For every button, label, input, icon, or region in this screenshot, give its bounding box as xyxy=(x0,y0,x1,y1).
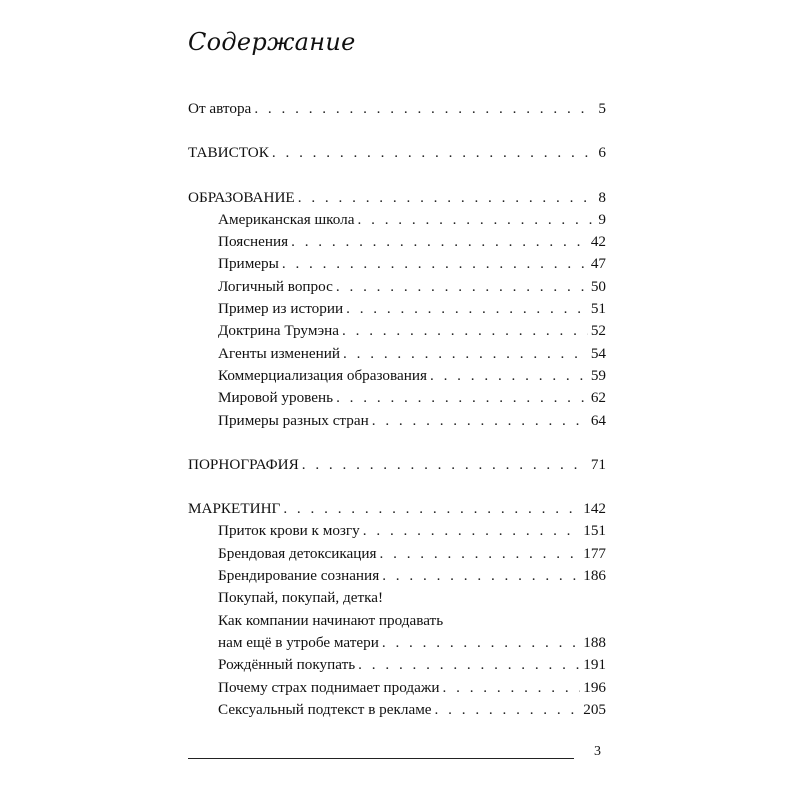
toc-entry-page: 42 xyxy=(590,233,606,251)
toc-entry-label: Почему страх поднимает продажи xyxy=(218,678,440,696)
toc-entry-label: Брендирование сознания xyxy=(218,567,380,585)
toc-subentry xyxy=(188,565,606,587)
toc-entry-page: 8 xyxy=(598,188,606,206)
toc-entry-label: МАРКЕТИНГ xyxy=(188,500,281,518)
toc-entry-page: 6 xyxy=(598,144,606,162)
toc-entry xyxy=(188,187,606,209)
toc-subentry xyxy=(188,253,606,275)
toc-entry xyxy=(188,142,606,164)
toc-entry-label: Коммерциализация образования xyxy=(218,366,427,384)
toc-entry-page: 64 xyxy=(590,411,606,429)
toc-entry-label: Агенты изменений xyxy=(218,344,341,362)
toc-entry-label: ОБРАЗОВАНИЕ xyxy=(188,188,295,206)
toc-subentry xyxy=(188,209,606,231)
toc-entry-label: Примеры xyxy=(218,255,279,273)
toc-subentry xyxy=(188,387,606,409)
dot-leader xyxy=(358,654,580,676)
toc-entry-label: Мировой уровень xyxy=(218,389,334,407)
toc-subentry xyxy=(188,699,606,721)
dot-leader xyxy=(435,699,581,721)
toc-entry xyxy=(188,454,606,476)
dot-leader xyxy=(382,565,580,587)
footer-rule xyxy=(188,758,574,759)
dot-leader xyxy=(291,231,588,253)
dot-leader xyxy=(346,298,588,320)
toc-entry xyxy=(188,498,606,520)
toc-entry-page: 191 xyxy=(583,656,606,674)
toc-entry-page: 51 xyxy=(590,300,606,318)
toc-entry-page: 52 xyxy=(590,322,606,340)
section-gap xyxy=(188,165,606,187)
toc-entry-label: Как компании начинают продавать xyxy=(218,611,444,629)
dot-leader xyxy=(254,98,595,120)
dot-leader xyxy=(343,343,588,365)
toc-subentry xyxy=(188,587,606,609)
toc-entry-label: Сексуальный подтекст в рекламе xyxy=(218,700,432,718)
dot-leader xyxy=(443,677,581,699)
toc-subentry xyxy=(188,320,606,342)
toc-entry-label: ТАВИСТОК xyxy=(188,144,269,162)
dot-leader xyxy=(358,209,596,231)
dot-leader xyxy=(282,253,588,275)
dot-leader xyxy=(372,410,588,432)
toc-entry-page: 186 xyxy=(583,567,606,585)
toc-entry-label: Пояснения xyxy=(218,233,289,251)
toc-entry-label: От автора xyxy=(188,100,252,117)
toc-subentry xyxy=(188,677,606,699)
dot-leader xyxy=(430,365,588,387)
toc-entry-page: 54 xyxy=(590,344,606,362)
toc-entry-page: 196 xyxy=(583,678,606,696)
toc-subentry xyxy=(188,410,606,432)
section-gap xyxy=(188,120,606,142)
dot-leader xyxy=(382,632,580,654)
toc-entry-page: 71 xyxy=(590,455,606,473)
page-title: Содержание xyxy=(188,28,356,56)
dot-leader xyxy=(302,454,588,476)
toc-entry-page: 177 xyxy=(583,544,606,562)
dot-leader xyxy=(380,543,581,565)
toc-entry-label: Рождённый покупать xyxy=(218,656,356,674)
toc-entry-page: 205 xyxy=(583,700,606,718)
section-gap xyxy=(188,432,606,454)
dot-leader xyxy=(283,498,580,520)
toc-entry-label: Пример из истории xyxy=(218,300,344,318)
dot-leader xyxy=(272,142,596,164)
toc-entry-label: Приток крови к мозгу xyxy=(218,522,360,540)
toc-subentry xyxy=(188,543,606,565)
toc-subentry xyxy=(188,632,606,654)
toc-entry-label: ПОРНОГРАФИЯ xyxy=(188,455,299,473)
toc-entry-label: Логичный вопрос xyxy=(218,277,333,295)
toc-subentry xyxy=(188,520,606,542)
toc-subentry xyxy=(188,343,606,365)
toc-entry-label: нам ещё в утробе матери xyxy=(218,633,379,651)
toc-subentry xyxy=(188,365,606,387)
toc-entry xyxy=(188,98,606,120)
toc-entry-page: 188 xyxy=(583,633,606,651)
toc-subentry xyxy=(188,231,606,253)
toc-entry-label: Покупай, покупай, детка! xyxy=(218,589,384,607)
toc-entry-label: Доктрина Трумэна xyxy=(218,322,340,340)
table-of-contents xyxy=(188,98,606,721)
section-gap xyxy=(188,476,606,498)
toc-entry-label: Американская школа xyxy=(218,210,355,228)
dot-leader xyxy=(363,520,580,542)
toc-entry-page: 9 xyxy=(598,210,606,228)
toc-subentry xyxy=(188,610,606,632)
toc-entry-label: Брендовая детоксикация xyxy=(218,544,377,562)
toc-entry-page: 5 xyxy=(598,100,606,117)
toc-entry-page: 62 xyxy=(590,389,606,407)
toc-entry-page: 59 xyxy=(590,366,606,384)
toc-subentry xyxy=(188,298,606,320)
toc-subentry xyxy=(188,276,606,298)
toc-subentry xyxy=(188,654,606,676)
toc-entry-page: 151 xyxy=(583,522,606,540)
dot-leader xyxy=(336,387,588,409)
toc-entry-label: Примеры разных стран xyxy=(218,411,369,429)
dot-leader xyxy=(342,320,588,342)
page-number: 3 xyxy=(594,744,601,759)
toc-entry-page: 47 xyxy=(590,255,606,273)
toc-entry-page: 142 xyxy=(583,500,606,518)
dot-leader xyxy=(298,187,596,209)
dot-leader xyxy=(336,276,588,298)
toc-entry-page: 50 xyxy=(590,277,606,295)
